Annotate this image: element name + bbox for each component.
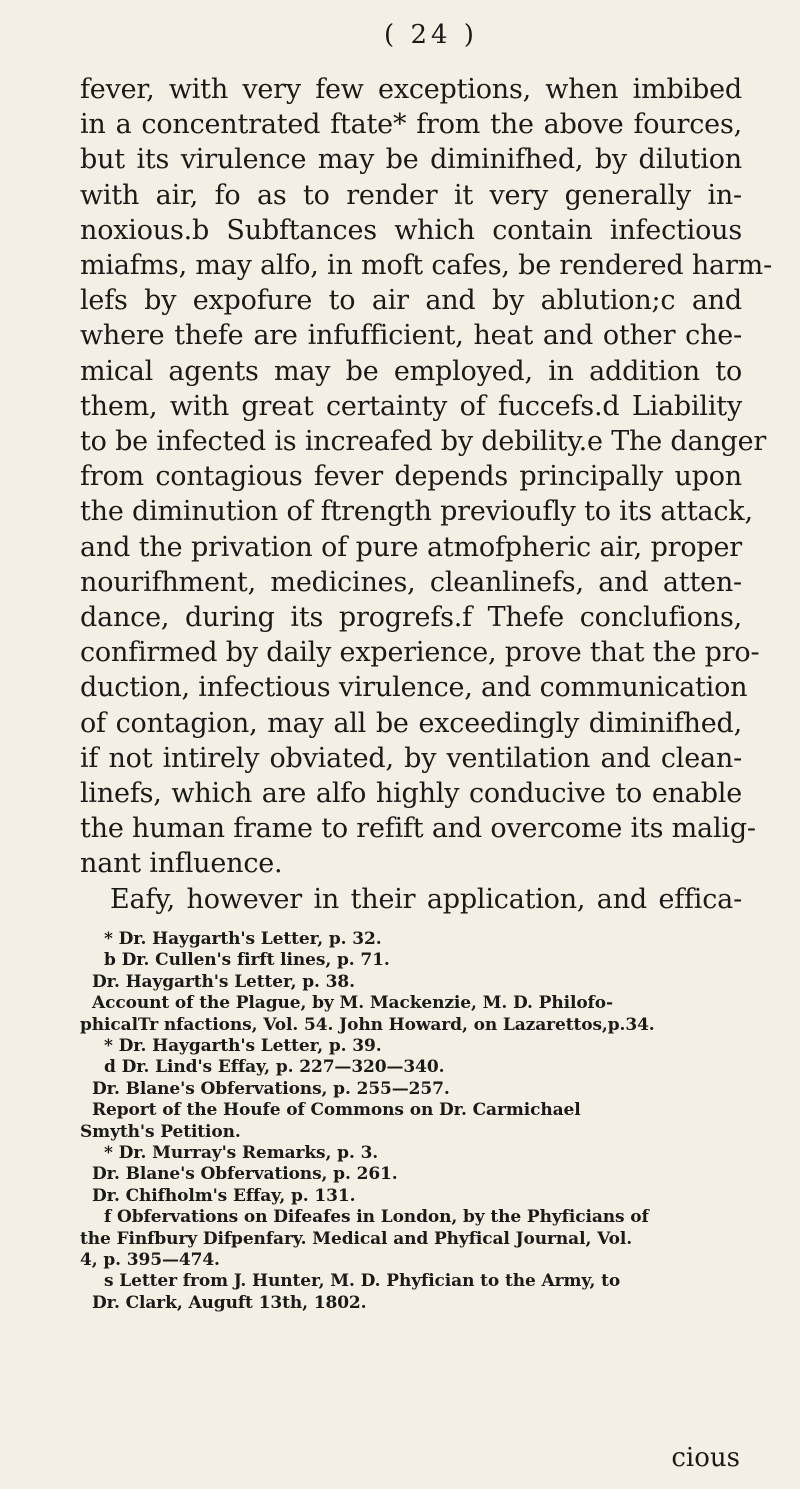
footnote: d Dr. Lind's Effay, p. 227—320—340.	[104, 1057, 445, 1078]
footnote: Smyth's Petition.	[80, 1121, 241, 1142]
footnote: Dr. Blane's Obfervations, p. 255—257.	[92, 1078, 450, 1099]
body-line: miafms, may alfo, in moft cafes, be rendered harm-	[80, 250, 772, 282]
body-line: nant influence.	[80, 848, 283, 880]
footnote: Report of the Houfe of Commons on Dr. Carmichael	[92, 1100, 581, 1121]
footnote: phicalTr nfactions, Vol. 54. John Howard, on Lazarettos,p.34.	[80, 1014, 655, 1035]
footnote: 4, p. 395—474.	[80, 1249, 220, 1270]
page-number: ( 24 )	[384, 20, 478, 50]
footnote: f Obfervations on Difeafes in London, by the Phyficians of	[104, 1207, 649, 1228]
body-line: the human frame to refift and overcome its malig-	[80, 813, 756, 845]
body-line: dance, during its progrefs.f Thefe conclufions,	[80, 602, 742, 634]
body-line: in a concentrated ftate* from the above fources,	[80, 109, 742, 141]
body-line: mical agents may be employed, in addition to	[80, 355, 742, 387]
footnote: Dr. Haygarth's Letter, p. 38.	[92, 971, 355, 992]
body-line: duction, infectious virulence, and communication	[80, 672, 748, 704]
footnote: * Dr. Haygarth's Letter, p. 39.	[104, 1035, 382, 1056]
footnote: * Dr. Haygarth's Letter, p. 32.	[104, 928, 382, 949]
body-line: confirmed by daily experience, prove that the pro-	[80, 637, 760, 669]
footnote: b Dr. Cullen's firft lines, p. 71.	[104, 950, 390, 971]
footnote: s Letter from J. Hunter, M. D. Phyfician to the Army, to	[104, 1271, 621, 1292]
body-line: from contagious fever depends principally upon	[80, 461, 742, 493]
footnote: Dr. Clark, Auguft 13th, 1802.	[92, 1292, 367, 1313]
body-line: Eafy, however in their application, and effica-	[110, 883, 742, 915]
footnote: Dr. Blane's Obfervations, p. 261.	[92, 1164, 398, 1185]
body-line: lefs by expofure to air and by ablution;c and	[80, 285, 742, 317]
footnotes	[80, 929, 742, 1314]
body-text	[80, 72, 772, 917]
body-line: linefs, which are alfo highly conducive to enable	[80, 778, 742, 810]
body-line: fever, with very few exceptions, when imbibed	[80, 74, 742, 105]
body-line: if not intirely obviated, by ventilation and clean-	[80, 742, 742, 774]
body-line: but its virulence may be diminifhed, by dilution	[80, 144, 742, 176]
body-line: of contagion, may all be exceedingly diminifhed,	[80, 707, 742, 739]
footnote: * Dr. Murray's Remarks, p. 3.	[104, 1142, 379, 1163]
footnote: the Finfbury Difpenfary. Medical and Phyfical Journal, Vol.	[80, 1228, 633, 1249]
body-line: to be infected is increafed by debility.e The danger	[80, 426, 767, 458]
footnote: Dr. Chifholm's Effay, p. 131.	[92, 1185, 356, 1206]
catchword: cious	[671, 1443, 740, 1473]
body-line: with air, fo as to render it very generally in-	[80, 179, 742, 211]
body-line: and the privation of pure atmofpheric air, proper	[80, 531, 742, 563]
footnote: Account of the Plague, by M. Mackenzie, M. D. Philofo-	[92, 993, 613, 1014]
body-line: the diminution of ftrength previoufly to its attack,	[80, 496, 753, 528]
body-line: them, with great certainty of fuccefs.d Liability	[80, 390, 742, 422]
body-line: where thefe are infufficient, heat and other che-	[80, 320, 742, 352]
body-line: noxious.b Subftances which contain infectious	[80, 214, 742, 246]
body-line: nourifhment, medicines, cleanlinefs, and atten-	[80, 566, 742, 598]
